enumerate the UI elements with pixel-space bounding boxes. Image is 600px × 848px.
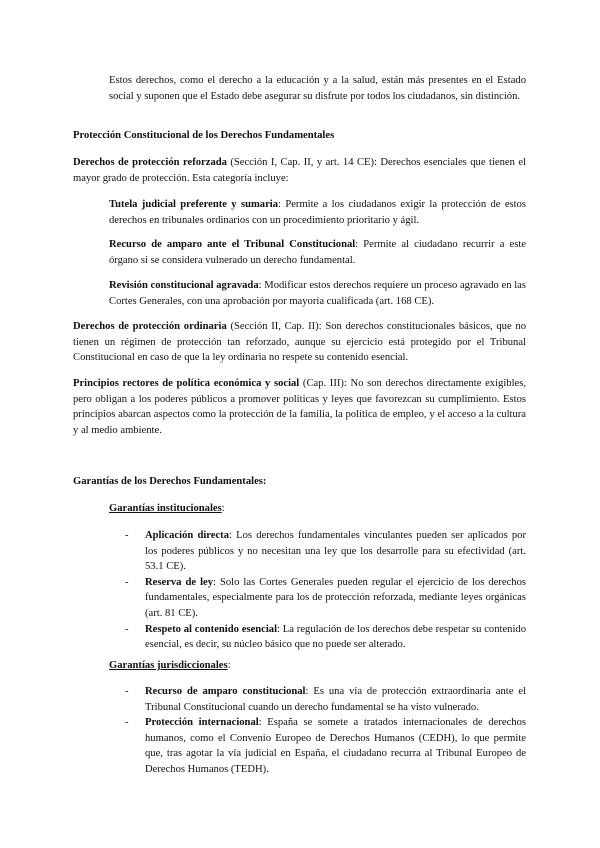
list-garantias-jurisdiccionales (109, 684, 526, 778)
list-item: - Aplicación directa: Los derechos fundamentales vinculantes pueden ser aplicados por los poderes públicos y no necesitan una ley que los desarrolle para su efectividad (art. 53.1 CE). (125, 530, 526, 573)
term-respeto-contenido-esencial: Respeto al contenido esencial (145, 623, 278, 635)
paragraph-principios-rectores (73, 376, 526, 438)
bullet-dash: - (125, 576, 129, 588)
term-tutela-judicial: Tutela judicial preferente y sumaria (109, 199, 279, 210)
list-item: - Respeto al contenido esencial: La regulación de los derechos debe respetar su contenido esencial, es decir, su núcleo básico que no puede ser alterado. (125, 623, 526, 651)
paragraph-proteccion-reforzada (73, 155, 526, 186)
term-reserva-de-ley: Reserva de ley (145, 576, 214, 588)
paragraph-revision-constitucional (109, 278, 526, 309)
bullet-dash: - (125, 717, 129, 729)
term-proteccion-ordinaria: Derechos de protección ordinaria (73, 321, 227, 332)
text-proteccion-ordinaria: (Sección II, Cap. II): Son derechos constitucionales básicos, que no tienen un régimen de protección tan reforzado, aunque su ejercicio está protegido por el Tribunal Constitucional en caso de que la ley ordinaria no respete su contenido esencial. (73, 321, 526, 364)
text-proteccion-reforzada: (Sección I, Cap. II, y art. 14 CE): Derechos esenciales que tienen el mayor grado de protección. Esta categoría incluye: (73, 157, 526, 184)
term-proteccion-internacional: Protección internacional (145, 717, 259, 729)
text-tutela-judicial: : Permite a los ciudadanos exigir la protección de estos derechos en tribunales ordinarios con un procedimiento prioritario y ágil. (109, 199, 527, 226)
list-garantias-institucionales (109, 528, 526, 653)
text-recurso-amparo-tc: : Permite al ciudadano recurrir a este órgano si se considera vulnerado un derecho fundamental. (109, 239, 527, 266)
term-proteccion-reforzada: Derechos de protección reforzada (73, 157, 227, 168)
bullet-dash: - (125, 686, 129, 697)
term-principios-rectores: Principios rectores de política económica y social (73, 378, 300, 389)
intro-paragraph: Estos derechos, como el derecho a la educación y a la salud, están más presentes en el Estado social y suponen que el Estado debe asegurar su disfrute por todos los ciudadanos, sin distinción. (109, 75, 526, 102)
subsection-title-institucionales: Garantías institucionales: (109, 503, 225, 514)
paragraph-proteccion-ordinaria (73, 319, 526, 366)
text-revision-constitucional: : Modificar estos derechos requiere un proceso agravado en las Cortes Generales, con una aprobación por mayoría cualificada (art. 168 CE). (109, 280, 526, 307)
subsection-title-jurisdiccionales: Garantías jurisdiccionales: (109, 660, 231, 671)
list-item: - Recurso de amparo constitucional: Es una vía de protección extraordinaria ante el Tribunal Constitucional cuando un derecho fundamental se ha visto vulnerado. (125, 686, 526, 713)
term-revision-constitucional: Revisión constitucional agravada (109, 280, 259, 291)
section-title-proteccion: Protección Constitucional de los Derechos Fundamentales (73, 130, 335, 141)
text-principios-rectores: (Cap. III): No son derechos directamente exigibles, pero obligan a los poderes públicos a promover políticas y leyes que favorezcan su cumplimiento. Estos principios abarcan aspectos como la protección de la familia, la política de empleo, y el acceso a la cultura y al medio ambiente. (73, 378, 526, 436)
paragraph-tutela-judicial (109, 197, 526, 228)
paragraph-recurso-amparo-tc (109, 237, 526, 268)
term-recurso-amparo-constitucional: Recurso de amparo constitucional (145, 686, 306, 697)
section-title-garantias: Garantías de los Derechos Fundamentales: (73, 476, 267, 487)
bullet-dash: - (125, 530, 129, 541)
term-garantias-jurisdiccionales: Garantías jurisdiccionales (109, 660, 228, 671)
term-aplicacion-directa: Aplicación directa (145, 530, 230, 541)
term-recurso-amparo-tc: Recurso de amparo ante el Tribunal Constitucional (109, 239, 356, 250)
list-item: - Protección internacional: España se somete a tratados internacionales de derechos humanos, como el Convenio Europeo de Derechos Humanos (CEDH), lo que permite que, tras agotar la vía judicial en España, el ciudadano recurra al Tribunal Europeo de Derechos Humanos (TEDH). (125, 717, 526, 775)
list-item: - Reserva de ley: Solo las Cortes Generales pueden regular el ejercicio de los derechos fundamentales, especialmente para los de protección reforzada, mediante leyes orgánicas (art. 81 CE). (125, 576, 526, 619)
term-garantias-institucionales: Garantías institucionales (109, 503, 222, 514)
bullet-dash: - (125, 623, 129, 635)
